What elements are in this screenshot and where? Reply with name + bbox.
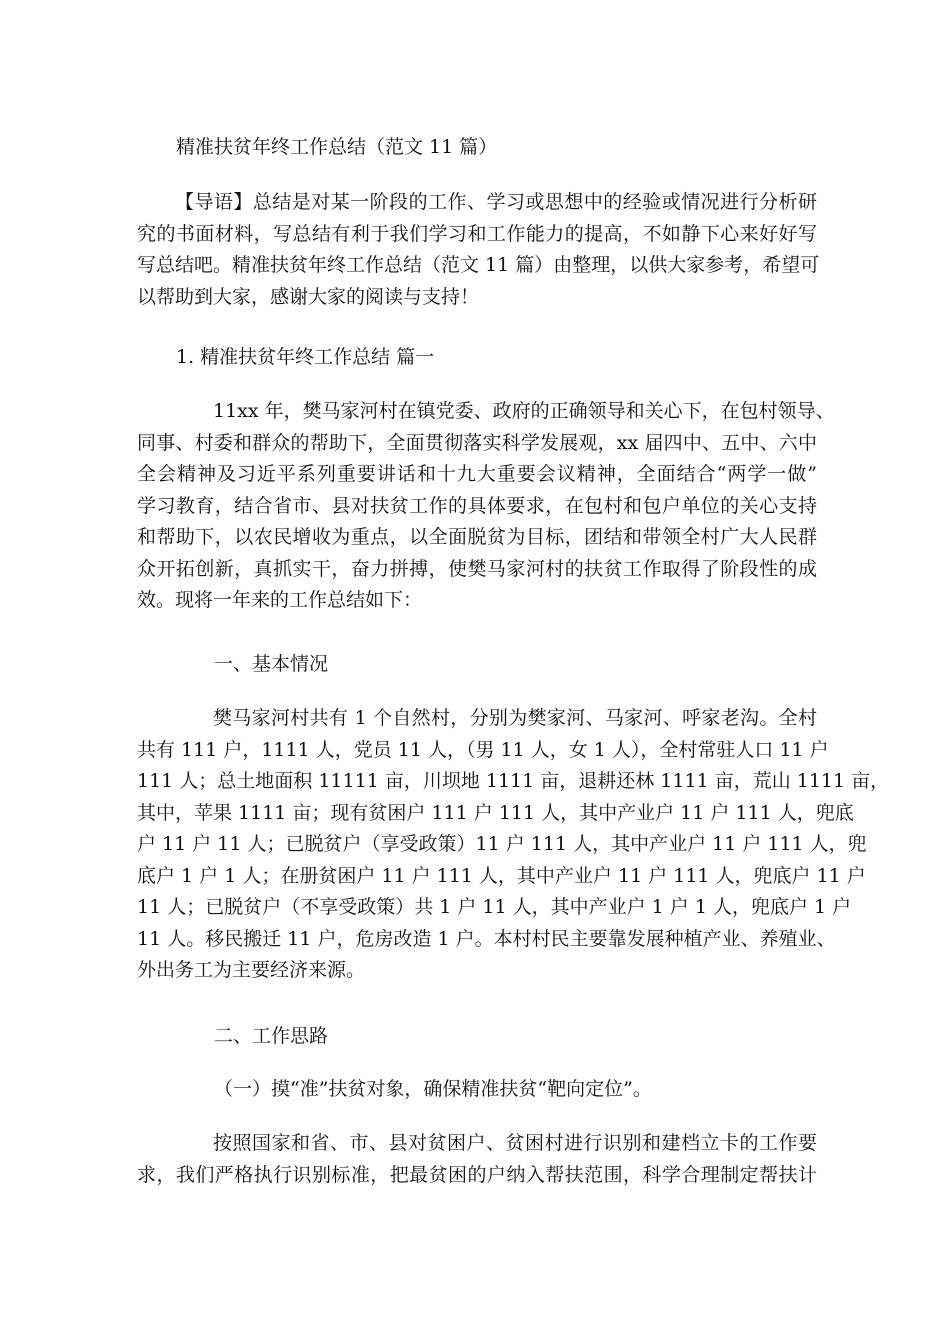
paragraph-line: 和帮助下，以农民增收为重点，以全面脱贫为目标，团结和带领全村广大人民群 <box>137 526 817 548</box>
paragraph-line: 底户 1 户 1 人；在册贫困户 11 户 111 人，其中产业户 11 户 111 人，兜底户 11 户 <box>137 864 866 887</box>
paragraph-line: 以帮助到大家，感谢大家的阅读与支持！ <box>137 285 480 308</box>
paragraph-line: 共有 111 户，1111 人，党员 11 人，（男 11 人，女 1 人），全村常驻人口 11 户 <box>137 738 829 761</box>
paragraph-line: 11 人。移民搬迁 11 户，危房改造 1 户。本村村民主要靠发展种植产业、养殖业、 <box>137 927 836 950</box>
paragraph-line: 效。现将一年来的工作总结如下： <box>137 589 423 611</box>
subsection-heading: （一）摸“准”扶贫对象，确保精准扶贫“靶向定位”。 <box>214 1078 652 1100</box>
paragraph-line: 求，我们严格执行识别标准，把最贫困的户纳入帮扶范围，科学合理制定帮扶计 <box>137 1163 817 1186</box>
article-heading: 1. 精准扶贫年终工作总结 篇一 <box>176 346 435 368</box>
paragraph-line: 11 人；已脱贫户（不享受政策）共 1 户 11 人，其中产业户 1 户 1 人，兜底户 1 户 <box>137 896 852 918</box>
body-paragraph-2 <box>137 703 890 987</box>
body-paragraph-1 <box>137 396 835 617</box>
section-heading-basic: 一、基本情况 <box>214 653 329 675</box>
paragraph-line: 户 11 户 11 人；已脱贫户（享受政策）11 户 111 人，其中产业户 11 户 111 人，兜 <box>137 833 867 855</box>
paragraph-line: 究的书面材料，写总结有利于我们学习和工作能力的提高，不如静下心来好好写 <box>137 222 817 245</box>
paragraph-line: 【导语】总结是对某一阶段的工作、学习或思想中的经验或情况进行分析研 <box>175 191 817 213</box>
paragraph-line: 众开拓创新，真抓实干，奋力拼搏，使樊马家河村的扶贫工作取得了阶段性的成 <box>137 557 817 580</box>
paragraph-line: 111 人；总土地面积 11111 亩，川坝地 1111 亩，退耕还林 1111 亩，荒山 1111 亩， <box>137 770 890 792</box>
paragraph-line: 同事、村委和群众的帮助下，全面贯彻落实科学发展观，xx 届四中、五中、六中 <box>137 431 817 454</box>
document-title: 精准扶贫年终工作总结（范文 11 篇） <box>176 136 498 158</box>
paragraph-line: 11xx 年，樊马家河村在镇党委、政府的正确领导和关心下，在包村领导、 <box>213 400 835 422</box>
section-heading-approach: 二、工作思路 <box>214 1025 329 1047</box>
paragraph-line: 写总结吧。精准扶贫年终工作总结（范文 11 篇）由整理，以供大家参考，希望可 <box>137 254 820 276</box>
paragraph-line: 学习教育，结合省市、县对扶贫工作的具体要求，在包村和包户单位的关心支持 <box>137 494 817 517</box>
body-paragraph-3 <box>137 1128 817 1191</box>
paragraph-line: 樊马家河村共有 1 个自然村，分别为樊家河、马家河、呼家老沟。全村 <box>213 707 817 729</box>
paragraph-line: 外出务工为主要经济来源。 <box>137 959 366 981</box>
paragraph-line: 其中，苹果 1111 亩；现有贫困户 111 户 111 人，其中产业户 11 户 111 人，兜底 <box>137 801 854 824</box>
intro-paragraph <box>137 187 820 313</box>
paragraph-line: 按照国家和省、市、县对贫困户、贫困村进行识别和建档立卡的工作要 <box>213 1132 817 1154</box>
paragraph-line: 全会精神及习近平系列重要讲话和十九大重要会议精神，全面结合“两学一做” <box>137 463 817 485</box>
